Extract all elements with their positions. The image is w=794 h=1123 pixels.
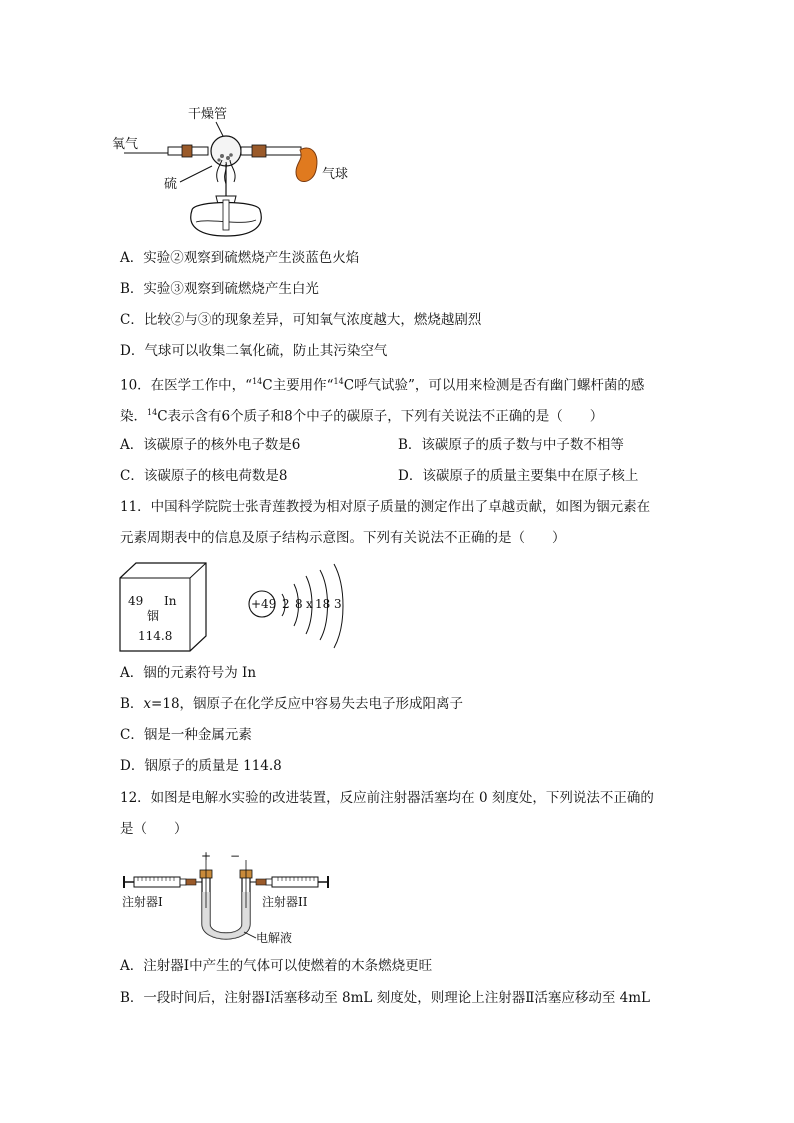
minus-electrode-label: − (230, 849, 241, 863)
q10-option-c: C．该碳原子的核电荷数是8 (120, 468, 288, 484)
balloon-label: 气球 (322, 167, 349, 182)
q10-option-b: B．该碳原子的质子数与中子数不相等 (398, 437, 624, 453)
atom-shell-4: 18 (315, 597, 331, 611)
q9-option-d: D．气球可以收集二氧化硫，防止其污染空气 (120, 343, 388, 359)
q11-option-b-variable: x (143, 696, 152, 712)
sulfur-label: 硫 (164, 177, 178, 192)
q10-text: 染． (120, 408, 147, 425)
element-number: 49 (128, 594, 144, 608)
q12-stem-line1: 12．如图是电解水实验的改进装置，反应前注射器活塞均在 0 刻度处，下列说法不正确的 (120, 790, 654, 806)
q10-text: C主要用作“ (262, 377, 334, 394)
syringe-right-label: 注射器II (262, 895, 308, 909)
q10-superscript: 14 (333, 377, 344, 386)
q10-superscript: 14 (252, 377, 263, 386)
q11-stem-line2: 元素周期表中的信息及原子结构示意图。下列有关说法不正确的是（ ） (120, 530, 566, 546)
q11-option-d: D．铟原子的质量是 114.8 (120, 758, 282, 774)
oxygen-label: 氧气 (112, 137, 139, 152)
atom-shell-3: x (306, 597, 313, 611)
q9-option-c: C．比较②与③的现象差异，可知氧气浓度越大，燃烧越剧烈 (120, 312, 482, 328)
q12-option-a: A．注射器Ⅰ中产生的气体可以使燃着的木条燃烧更旺 (120, 958, 433, 974)
element-mass: 114.8 (138, 629, 173, 643)
q10-text: C呼气试验”，可以用来检测是否有幽门螺杆菌的感 (343, 377, 645, 394)
q11-option-a: A．铟的元素符号为 In (120, 665, 257, 681)
q11-option-b-text: =18，铟原子在化学反应中容易失去电子形成阳离子 (151, 696, 464, 712)
q10-stem-line1 (120, 373, 644, 395)
q10-text: C表示含有6个质子和8个中子的碳原子，下列有关说法不正确的是（ ） (157, 408, 604, 425)
q9-option-a: A．实验②观察到硫燃烧产生淡蓝色火焰 (120, 250, 360, 266)
q10-text: 10．在医学工作中，“ (120, 377, 253, 394)
q11-stem-line1: 11．中国科学院院士张青莲教授为相对原子质量的测定作出了卓越贡献，如图为铟元素在 (120, 499, 651, 515)
q11-option-b-prefix: B． (120, 696, 144, 712)
combustion-apparatus-figure (110, 100, 370, 240)
atom-shell-1: 2 (282, 597, 290, 611)
electrolyte-label: 电解液 (256, 931, 293, 945)
plus-electrode-label: + (201, 849, 212, 863)
drying-tube-label: 干燥管 (188, 107, 228, 122)
q11-option-c: C．铟是一种金属元素 (120, 727, 252, 743)
element-card-figure (116, 560, 216, 655)
atom-shell-5: 3 (334, 597, 342, 611)
atom-nucleus: +49 (251, 597, 277, 611)
element-symbol: In (164, 594, 177, 608)
q9-option-b: B．实验③观察到硫燃烧产生白光 (120, 281, 319, 297)
atom-structure-figure (244, 560, 364, 655)
q10-option-d: D．该碳原子的质量主要集中在原子核上 (398, 468, 639, 484)
element-name: 铟 (147, 609, 160, 623)
q12-option-b: B．一段时间后，注射器Ⅰ活塞移动至 8mL 刻度处，则理论上注射器Ⅱ活塞应移动至 4mL (120, 990, 651, 1006)
q10-option-a: A．该碳原子的核外电子数是6 (120, 437, 301, 453)
q12-stem-line2: 是（ ） (120, 821, 188, 837)
atom-shell-2: 8 (295, 597, 303, 611)
electrolysis-apparatus-figure (116, 848, 336, 948)
q10-superscript: 14 (147, 408, 158, 417)
syringe-left-label: 注射器I (122, 895, 163, 909)
q10-stem-line2 (120, 404, 603, 426)
q11-option-b (120, 695, 463, 713)
